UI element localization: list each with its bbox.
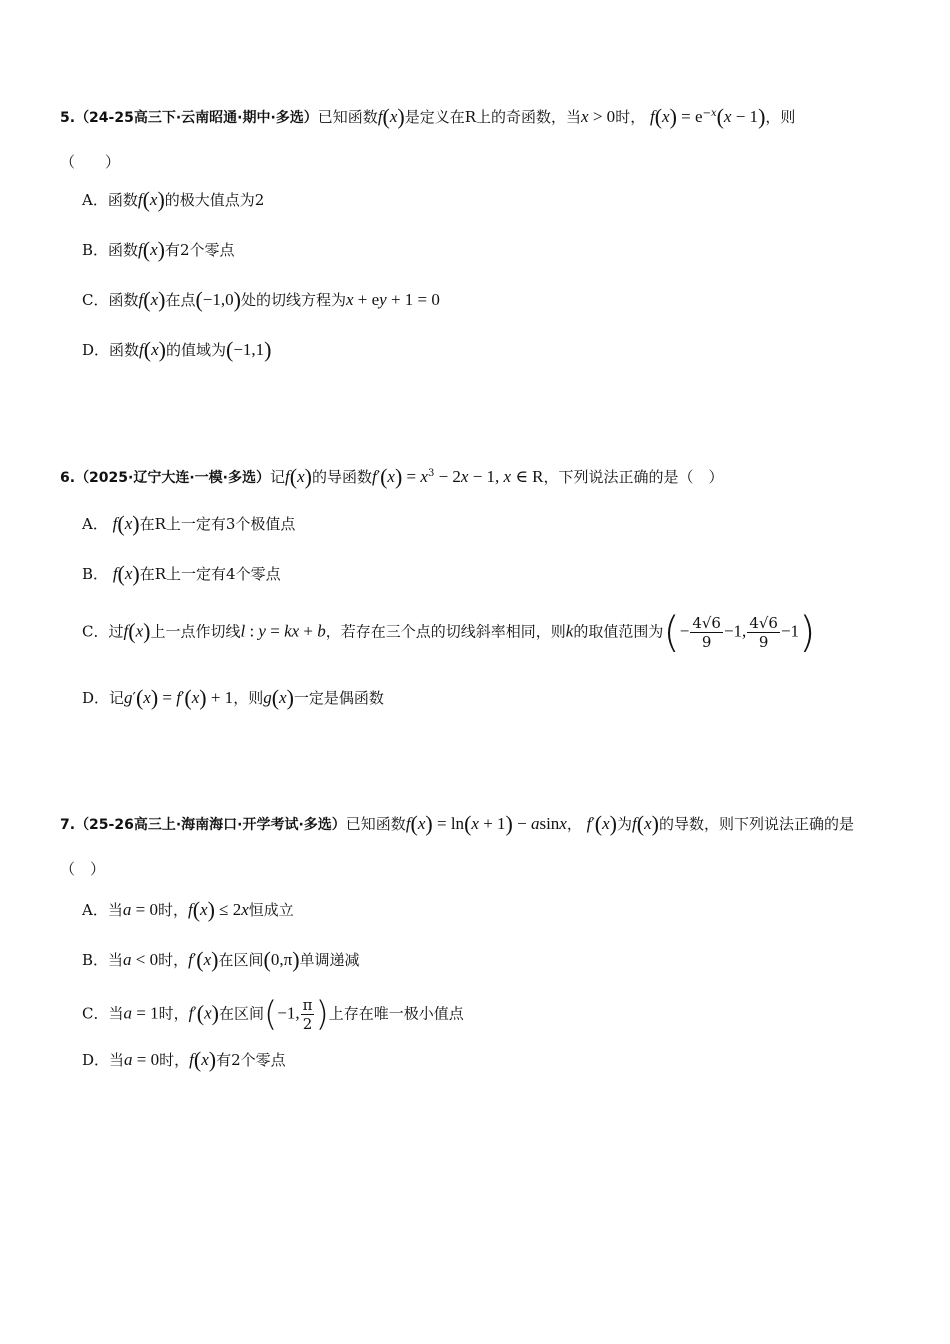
question-5-stem: 5.（24-25高三下·云南昭通·期中·多选）已知函数f(x)是定义在R上的奇函数，当x > 0时， $f(x) = e^{-x}(x - 1)$，则 （ ） xyxy=(60,104,796,171)
question-6-stem: 6.（2025·辽宁大连·一模·多选）记f(x)的导函数$f'(x) = x^3 - 2x - 1$, x ∈ R，下列说法正确的是（ ） xyxy=(60,464,724,489)
q5-option-c[interactable]: C．函数f(x)在点(−1,0)处的切线方程为x + ey + 1 = 0 xyxy=(82,287,440,312)
q5-option-b[interactable]: B．函数f(x)有2个零点 xyxy=(82,237,235,262)
question-number: 6. xyxy=(60,470,76,486)
question-number: 7. xyxy=(60,817,76,833)
q7-option-b[interactable]: B．当a < 0时，f′(x)在区间(0,π)单调递减 xyxy=(82,947,360,972)
question-5 xyxy=(60,92,890,184)
q6-option-b[interactable]: B． f(x)在R上一定有4个零点 xyxy=(82,561,281,586)
question-6 xyxy=(60,452,890,500)
answer-blank: （ ） xyxy=(60,153,121,171)
q6-option-a[interactable]: A． f(x)在R上一定有3个极值点 xyxy=(82,511,296,536)
q5-option-d[interactable]: D．函数f(x)的值域为(−1,1) xyxy=(82,337,272,362)
q6-option-c[interactable]: C．过f(x)上一点作切线l : y = kx + b，若存在三个点的切线斜率相同，则k的取值范围为(− $\frac{4√6}{9}$ −1, $\frac{4√6}{9}$ −1) xyxy=(82,607,816,657)
q6-option-d[interactable]: D．记g′(x) = f′(x) + 1，则g(x)一定是偶函数 xyxy=(82,685,384,710)
q7-option-a[interactable]: A．当a = 0时，f(x) ≤ 2x恒成立 xyxy=(82,897,294,922)
question-source: （25-26高三上·海南海口·开学考试·多选） xyxy=(75,817,346,833)
question-number: 5. xyxy=(60,110,76,126)
question-source: （2025·辽宁大连·一模·多选） xyxy=(75,470,270,486)
q7-option-c[interactable]: C．当a = 1时，f′(x)在区间(−1, $\frac{\pi}{2}$ )上存在唯一极小值点 xyxy=(82,994,464,1035)
q5-option-a[interactable]: A．函数f(x)的极大值点为2 xyxy=(82,187,265,212)
question-source: （24-25高三下·云南昭通·期中·多选） xyxy=(75,110,318,126)
question-7-stem: 7.（25-26高三上·海南海口·开学考试·多选）已知函数f(x) = ln(x + 1) − asinx， f′(x)为f(x)的导数，则下列说法正确的是（ ） xyxy=(60,811,854,878)
question-7 xyxy=(60,802,890,891)
q7-option-d[interactable]: D．当a = 0时，f(x)有2个零点 xyxy=(82,1047,286,1072)
